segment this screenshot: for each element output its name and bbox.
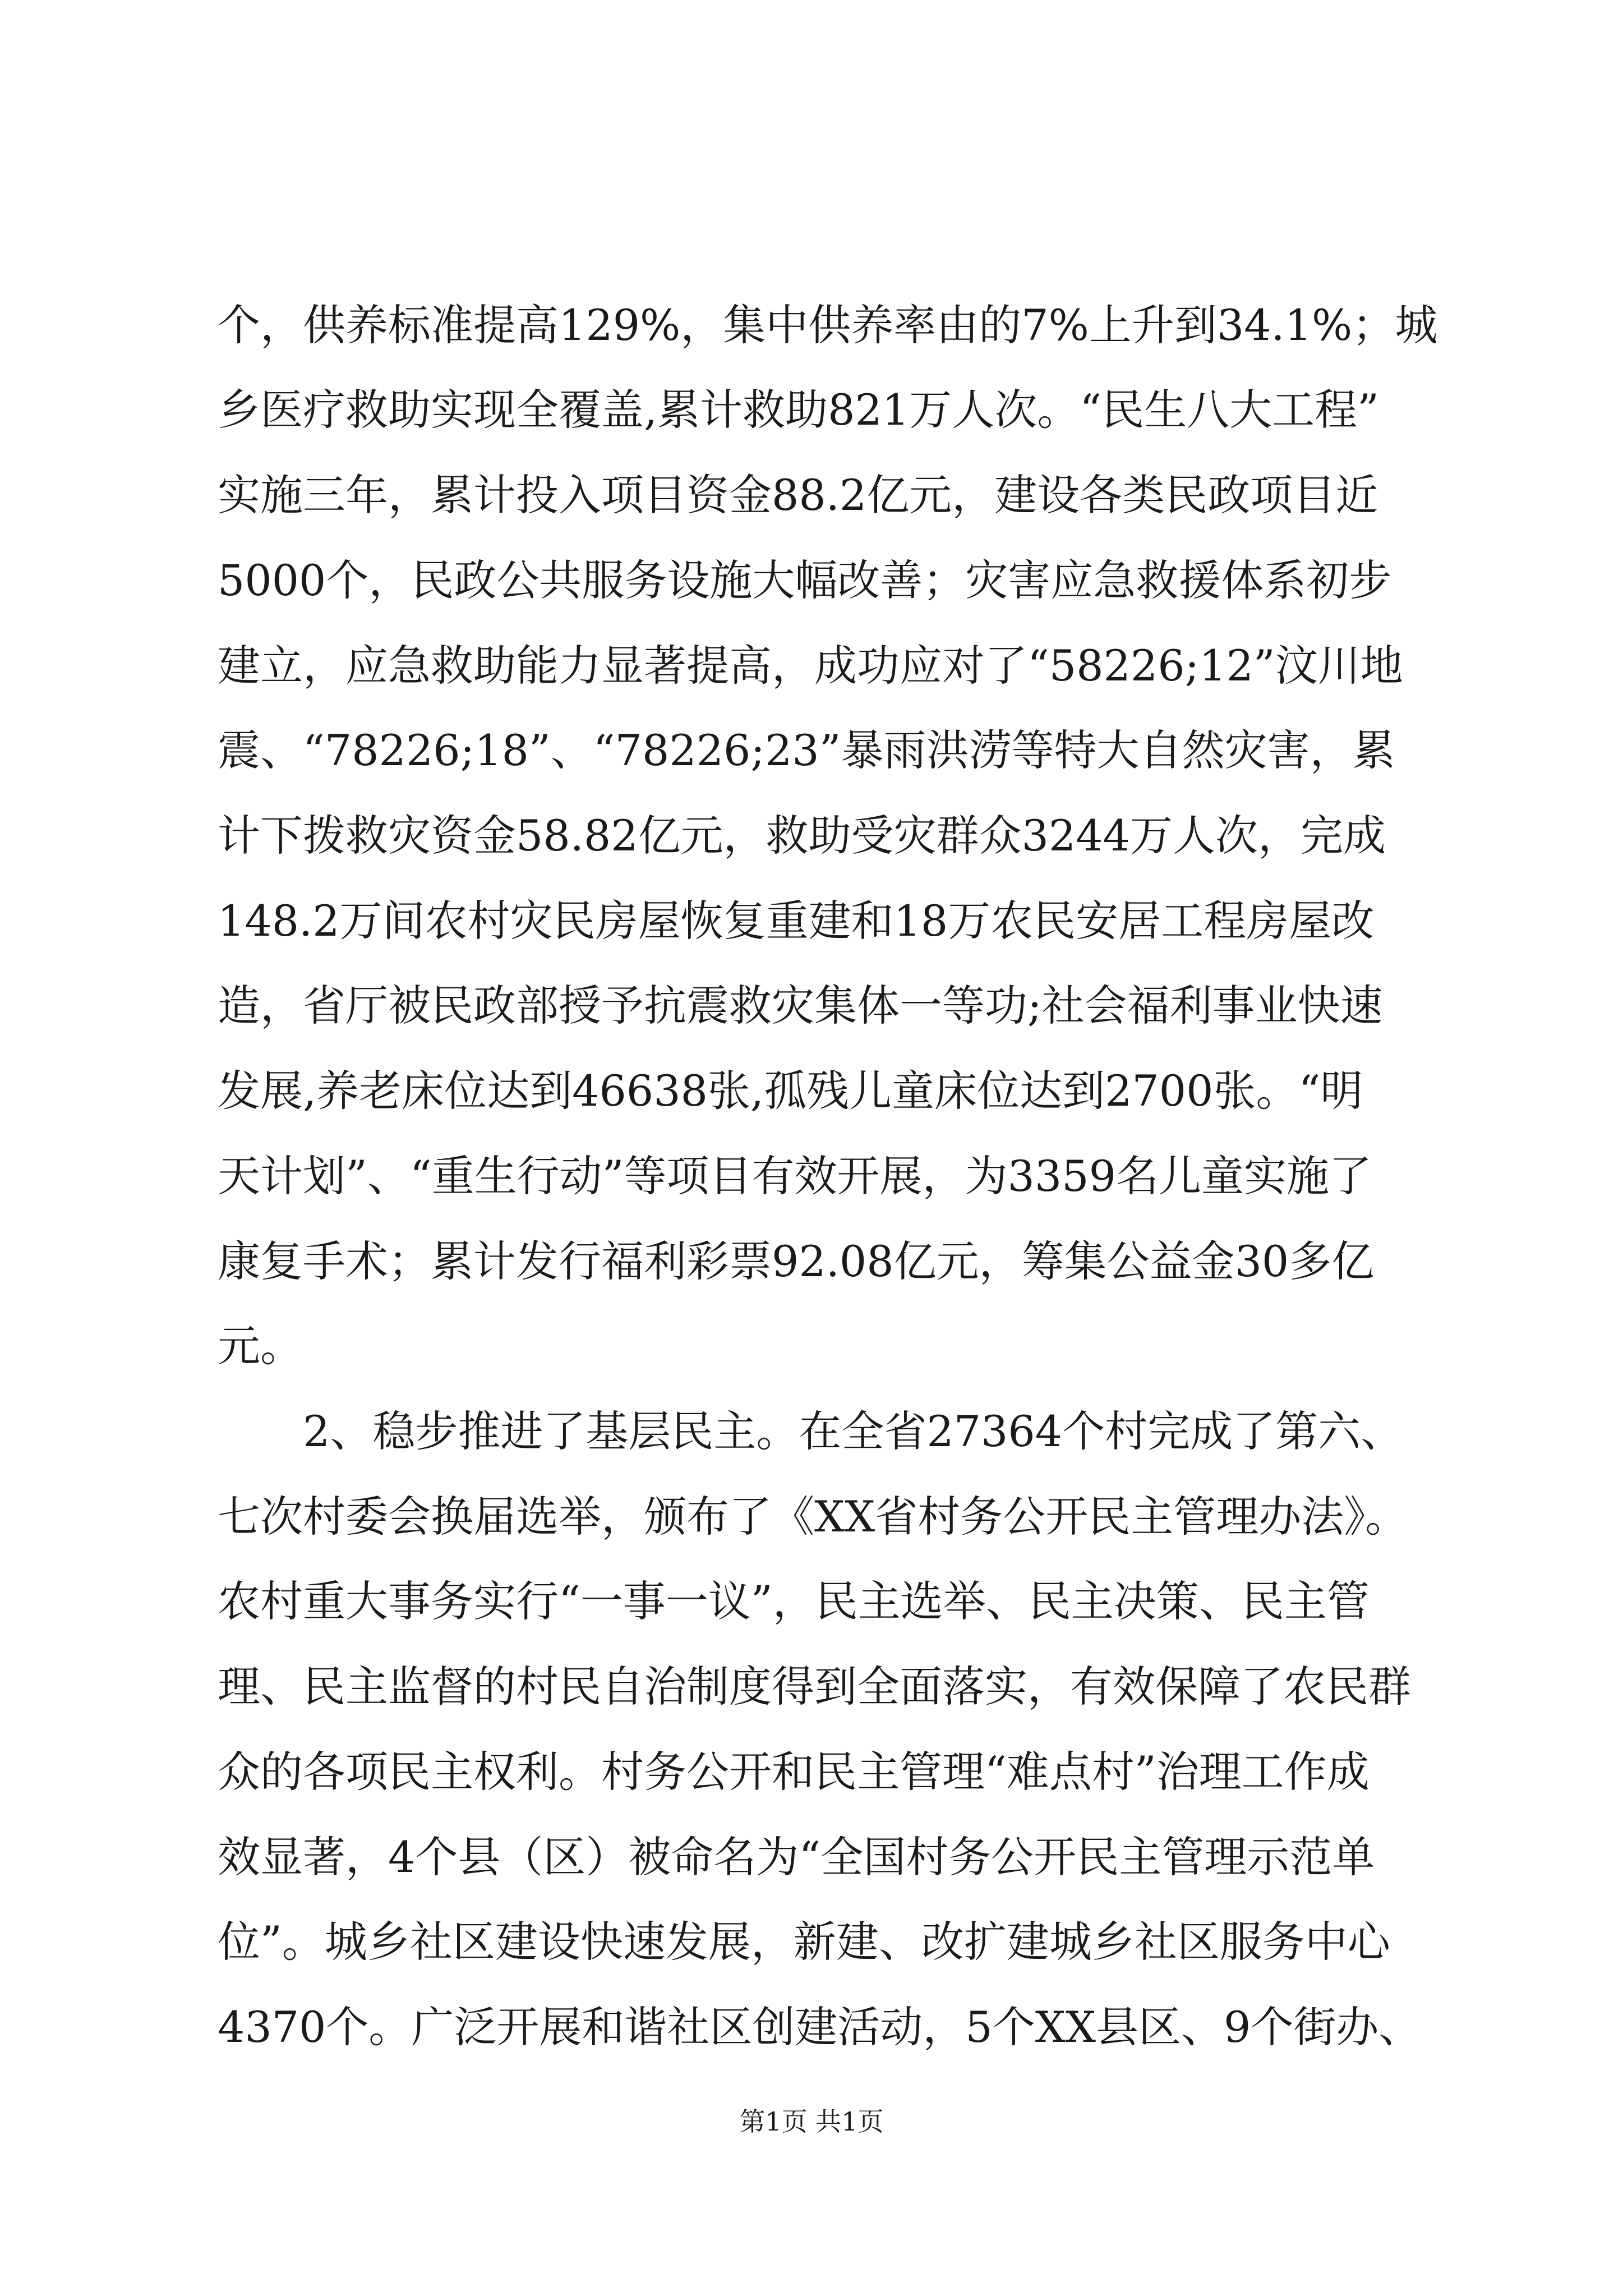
text-line: 148.2万间农村灾民房屋恢复重建和18万农民安居工程房屋改: [218, 896, 1375, 946]
text-line: 4370个。广泛开展和谐社区创建活动，5个XX县区、9个街办、: [218, 2002, 1422, 2052]
text-line: 实施三年，累计投入项目资金88.2亿元，建设各类民政项目近: [218, 470, 1378, 520]
text-line: 建立，应急救助能力显著提高，成功应对了“58226;12”汶川地: [218, 641, 1403, 691]
text-line: 计下拨救灾资金58.82亿元，救助受灾群众3244万人次，完成: [218, 811, 1386, 861]
text-line: 震、“78226;18”、“78226;23”暴雨洪涝等特大自然灾害，累: [218, 725, 1395, 775]
text-line: 理、民主监督的村民自治制度得到全面落实，有效保障了农民群: [218, 1662, 1411, 1711]
text-line: 众的各项民主权利。村务公开和民主管理“难点村”治理工作成: [218, 1747, 1370, 1797]
text-line: 康复手术；累计发行福利彩票92.08亿元，筹集公益金30多亿: [218, 1236, 1375, 1286]
text-line: 个，供养标准提高129%，集中供养率由的7%上升到34.1%；城: [218, 300, 1438, 350]
text-line: 5000个，民政公共服务设施大幅改善；灾害应急救援体系初步: [218, 555, 1392, 605]
paragraph-first-line: 2、稳步推进了基层民主。在全省27364个村完成了第六、: [303, 1406, 1404, 1456]
text-line: 造，省厅被民政部授予抗震救灾集体一等功;社会福利事业快速: [218, 981, 1383, 1030]
page-footer: 第1页 共1页: [739, 2106, 884, 2137]
text-line: 发展,养老床位达到46638张,孤残儿童床位达到2700张。“明: [218, 1066, 1363, 1116]
text-line: 天计划”、“重生行动”等项目有效开展，为3359名儿童实施了: [218, 1151, 1372, 1201]
text-line: 位”。城乡社区建设快速发展，新建、改扩建城乡社区服务中心: [218, 1917, 1390, 1967]
text-line: 元。: [218, 1321, 303, 1371]
text-line: 七次村委会换届选举，颁布了《XX省村务公开民主管理办法》。: [218, 1492, 1408, 1542]
text-line: 乡医疗救助实现全覆盖,累计救助821万人次。“民生八大工程”: [218, 385, 1379, 435]
text-line: 农村重大事务实行“一事一议”，民主选举、民主决策、民主管: [218, 1576, 1370, 1626]
text-line: 效显著，4个县（区）被命名为“全国村务公开民主管理示范单: [218, 1832, 1375, 1882]
